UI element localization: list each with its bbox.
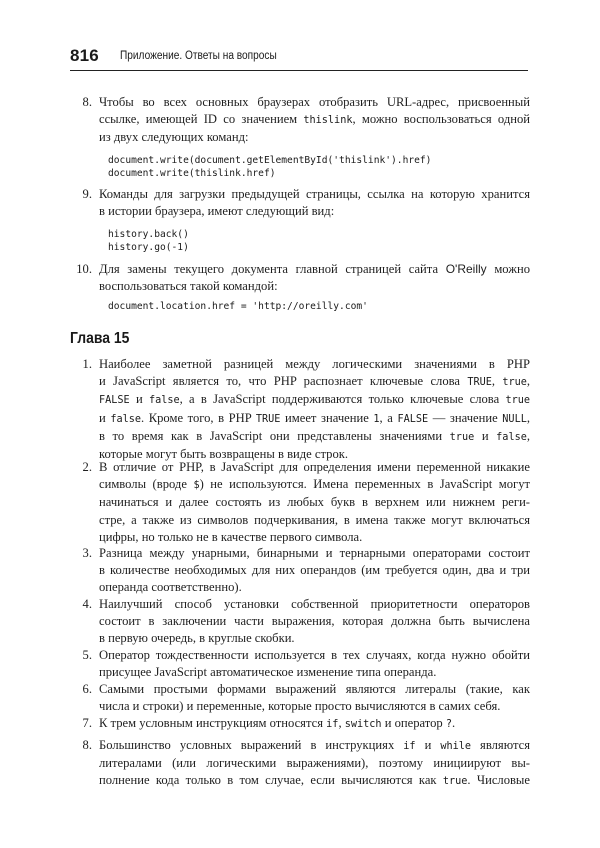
answer-item-9: [70, 186, 530, 222]
code-line: history.go(-1): [108, 241, 189, 253]
answer-number: 3.: [82, 546, 92, 560]
answer-item-10: [70, 261, 530, 297]
answer-number: 2.: [82, 460, 92, 474]
code-block: [108, 229, 189, 254]
answer-text: [99, 261, 530, 295]
text-line: Разница между унарными, бинарными и тернарными операторами состоит: [99, 546, 530, 560]
answer-text: [99, 647, 530, 681]
answer-text: [99, 737, 530, 791]
text-line: Оператор тождественности используется в тех случаях, когда нужно обойти: [99, 648, 530, 662]
answer-text: [99, 715, 530, 733]
text-line: воспользоваться такой командой:: [99, 279, 278, 294]
answer-number: 6.: [82, 682, 92, 696]
answer-number: 4.: [82, 597, 92, 611]
text-line: из двух следующих команд:: [99, 130, 249, 145]
text-line: и false. Кроме того, в PHP TRUE имеет значение 1, а FALSE — значение NULL,: [99, 410, 530, 425]
chapter-heading: Глава 15: [70, 330, 130, 347]
answer-item-8: [70, 94, 530, 144]
text-line: В отличие от PHP, в JavaScript для определения имени переменной никакие: [99, 460, 530, 474]
answer-number: 7.: [82, 716, 92, 730]
text-line: в истории браузера, имеют следующий вид:: [99, 204, 335, 219]
text-line: в то время как в JavaScript они представлены значениями true и false,: [99, 428, 530, 443]
answer-number: 9.: [82, 187, 92, 201]
answer-text: [99, 545, 530, 597]
page-number: 816: [70, 46, 99, 65]
text-line: ссылке, имеющей ID со значением thislink, можно воспользоваться одной: [99, 112, 530, 127]
answer-number: 10.: [76, 262, 92, 276]
text-line: Чтобы во всех основных браузерах отобразить URL-адрес, присвоенный: [99, 95, 530, 109]
text-line: начинаться и далее состоять из любых букв в верхнем или нижнем реги-: [99, 495, 530, 510]
answer-text: [99, 596, 530, 648]
text-line: Команды для загрузки предыдущей страницы, ссылка на которую хранится: [99, 187, 530, 201]
answer-number: 5.: [82, 648, 92, 662]
answer-text: [99, 94, 530, 147]
text-line: К трем условным инструкциям относятся if, switch и оператор ?.: [99, 716, 456, 730]
brand-name: O'Reilly: [445, 262, 487, 276]
text-line: символы (вроде $) не используются. Имена переменных в JavaScript могут: [99, 477, 530, 492]
text-line: состоит в заключении части выражения, которая должна быть вычислена: [99, 614, 530, 629]
answer-number: 8.: [82, 95, 92, 109]
text-line: полнение кода только в том случае, если вычисляются как true. Числовые: [99, 773, 530, 788]
text-line: присущее JavaScript автоматическое изменение типа операнда.: [99, 665, 437, 680]
code-line: document.write(thislink.href): [108, 167, 276, 179]
text-line: Большинство условных выражений в инструкциях if и while являются: [99, 738, 530, 752]
running-title: Приложение. Ответы на вопросы: [120, 50, 277, 62]
text-line: операнда соответственно).: [99, 580, 242, 595]
text-line: цифры, но только не в качестве первого символа.: [99, 529, 363, 544]
code-line: history.back(): [108, 229, 189, 240]
text-line: Наиболее заметной разницей между логическими значениями в PHP: [99, 357, 530, 371]
text-line: которые могут быть возвращены в виде строк.: [99, 447, 349, 462]
code-line: document.write(document.getElementById('thislink').href): [108, 155, 432, 166]
code-line: document.location.href = 'http://oreilly.com': [108, 301, 368, 312]
code-block: [108, 301, 368, 314]
text-line: FALSE и false, а в JavaScript поддерживаются только ключевые слова true: [99, 392, 530, 407]
answer-text: [99, 681, 530, 715]
page-header: [70, 44, 528, 71]
text-line: Наилучший способ установки собственной приоритетности операторов: [99, 597, 530, 611]
text-line: и JavaScript является то, что PHP распознает ключевые слова TRUE, true,: [99, 374, 531, 389]
answer-number: 8.: [82, 738, 92, 752]
answer-text: [99, 459, 530, 546]
answer-text: [99, 356, 530, 463]
text-line: числа и строки) и переменные, которые просто вычисляются в самих себя.: [99, 699, 501, 714]
answer-number: 1.: [82, 357, 92, 371]
text-line: в количестве необходимых для них операндов (им требуется один, два и три: [99, 563, 530, 578]
text-line: Для замены текущего документа главной страницей сайта O'Reilly можно: [99, 262, 531, 276]
text-line: стре, а также из символов подчеркивания, в имена также могут включаться: [99, 512, 530, 527]
text-line: Самыми простыми формами выражений являются литералы (такие, как: [99, 682, 530, 696]
answer-text: [99, 186, 530, 220]
inline-code: thislink: [303, 115, 353, 127]
text-line: в первую очередь, в круглые скобки.: [99, 631, 295, 646]
code-block: [108, 155, 431, 180]
text-line: литералами (или логическими выражениями), поэтому инициируют вы-: [99, 756, 530, 771]
